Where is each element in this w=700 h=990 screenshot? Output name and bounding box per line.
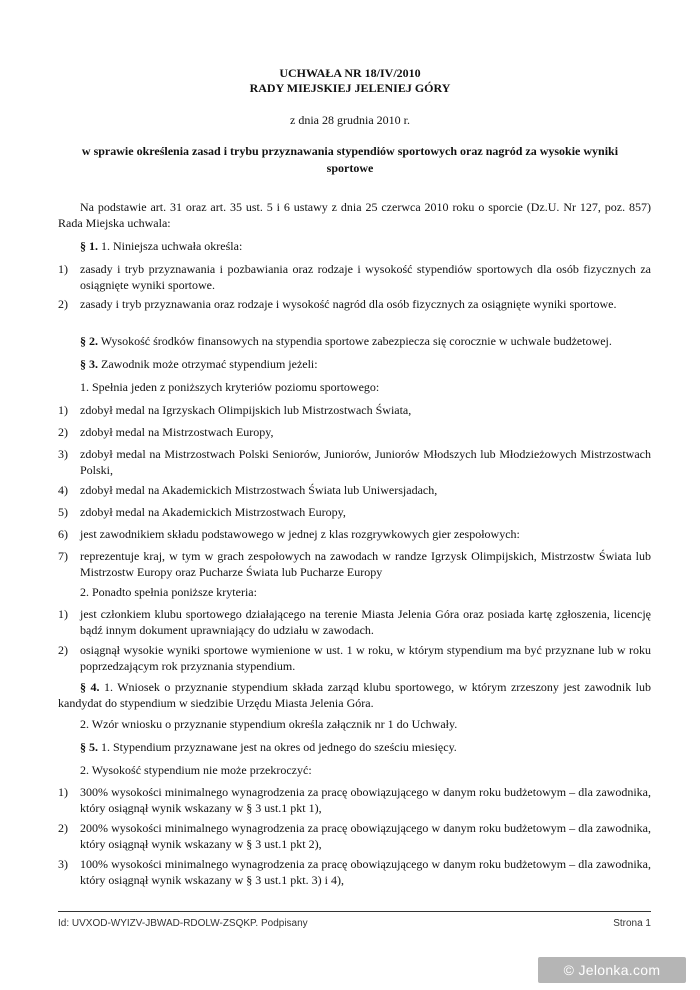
footer-divider xyxy=(58,911,651,912)
list-text: 100% wysokości minimalnego wynagrodzenia za pracę obowiązującego w danym roku budżetowym – dla zawodnika, który osiągnął wynik wskazany w § 3 ust.1 pkt. 3) i 4), xyxy=(80,857,651,887)
section-marker: § 1. xyxy=(80,239,98,253)
watermark-logo: © Jelonka.com xyxy=(538,957,686,983)
section-text: 1. Wniosek o przyznanie stypendium składa zarząd klubu sportowego, w którym zrzeszony jest zawodnik lub kandydat do stypendium w siedzibie Urzędu Miasta Jelenia Góra. xyxy=(58,680,652,710)
list-item xyxy=(58,296,651,312)
section-text: Zawodnik może otrzymać stypendium jeżeli: xyxy=(101,357,318,371)
section-4-point-2: 2. Wzór wniosku o przyznanie stypendium określa załącznik nr 1 do Uchwały. xyxy=(80,717,458,731)
list-text: jest zawodnikiem składu podstawowego w jednej z klas rozgrywkowych gier zespołowych: xyxy=(80,527,520,541)
resolution-number: UCHWAŁA NR 18/IV/2010 xyxy=(279,66,421,80)
list-number: 2) xyxy=(58,821,68,835)
section-text: 1. Stypendium przyznawane jest na okres od jednego do sześciu miesięcy. xyxy=(101,740,457,754)
section-3-point-1: 1. Spełnia jeden z poniższych kryteriów poziomu sportowego: xyxy=(80,380,380,394)
list-text: osiągnął wysokie wyniki sportowe wymienione w ust. 1 w roku, w którym stypendium ma być przyznane lub w roku poprzedzającym rok przyznania stypendium. xyxy=(80,643,651,673)
section-5-point-2: 2. Wysokość stypendium nie może przekroczyć: xyxy=(80,763,312,777)
list-text: zasady i tryb przyznawania i pozbawiania oraz rodzaje i wysokość stypendiów sportowych dla osób fizycznych za osiągnięte wyniki sportowe. xyxy=(80,262,651,292)
council-name: RADY MIEJSKIEJ JELENIEJ GÓRY xyxy=(249,81,451,95)
list-number: 7) xyxy=(58,549,68,563)
section-3 xyxy=(58,356,651,372)
list-text: 200% wysokości minimalnego wynagrodzenia za pracę obowiązującego w danym roku budżetowym – dla zawodnika, który osiągnął wynik wskazany w § 3 ust.1 pkt 2), xyxy=(80,821,651,851)
section-marker: § 3. xyxy=(80,357,98,371)
list-number: 3) xyxy=(58,857,68,871)
list-item xyxy=(58,424,651,440)
list-number: 2) xyxy=(58,297,68,311)
section-4 xyxy=(58,679,651,711)
list-item xyxy=(58,402,651,418)
list-item xyxy=(58,526,651,542)
list-text: zdobył medal na Akademickich Mistrzostwach Świata lub Uniwersjadach, xyxy=(80,483,438,497)
list-text: zasady i tryb przyznawania oraz rodzaje i wysokość nagród dla osób fizycznych za osiągnięte wyniki sportowe. xyxy=(80,297,617,311)
section-marker: § 4. xyxy=(80,680,100,694)
resolution-subject: w sprawie określenia zasad i trybu przyznawania stypendiów sportowych oraz nagród za wysokie wyniki sportowe xyxy=(81,144,619,175)
document-id: Id: UVXOD-WYIZV-JBWAD-RDOLW-ZSQKP. Podpisany xyxy=(58,918,308,929)
list-number: 1) xyxy=(58,785,68,799)
list-number: 2) xyxy=(58,643,68,657)
section-1 xyxy=(58,238,651,254)
list-item xyxy=(58,504,651,520)
list-item xyxy=(58,784,651,816)
list-text: reprezentuje kraj, w tym w grach zespołowych na zawodach w randze Igrzysk Olimpijskich, Mistrzostw Świata lub Mistrzostw Europy oraz Pucharze Świata lub Pucharze Europy xyxy=(80,549,651,579)
section-marker: § 5. xyxy=(80,740,98,754)
list-item xyxy=(58,261,651,293)
list-text: jest członkiem klubu sportowego działającego na terenie Miasta Jelenia Góra oraz posiada kartę zgłoszenia, licencję bądź innym dokument uprawniający do udziału w zawodach. xyxy=(80,607,651,637)
list-item xyxy=(58,820,651,852)
list-text: zdobył medal na Igrzyskach Olimpijskich lub Mistrzostwach Świata, xyxy=(80,403,412,417)
list-number: 1) xyxy=(58,262,68,276)
list-item xyxy=(58,548,651,580)
list-item xyxy=(58,856,651,888)
list-item xyxy=(58,446,651,478)
list-text: zdobył medal na Mistrzostwach Europy, xyxy=(80,425,274,439)
list-text: 300% wysokości minimalnego wynagrodzenia za pracę obowiązującego w danym roku budżetowym – dla zawodnika, który osiągnął wynik wskazany w § 3 ust.1 pkt 1), xyxy=(80,785,651,815)
list-item xyxy=(58,606,651,638)
section-text: 1. Niniejsza uchwała określa: xyxy=(101,239,243,253)
intro-paragraph: Na podstawie art. 31 oraz art. 35 ust. 5 i 6 ustawy z dnia 25 czerwca 2010 roku o sporcie (Dz.U. Nr 127, poz. 857) Rada Miejska uchwala: xyxy=(58,200,651,230)
list-number: 1) xyxy=(58,403,68,417)
section-text: Wysokość środków finansowych na stypendia sportowe zabezpiecza się corocznie w uchwale budżetowej. xyxy=(100,334,612,348)
list-item xyxy=(58,642,651,674)
section-2 xyxy=(58,333,651,349)
list-item xyxy=(58,482,651,498)
page-number: Strona 1 xyxy=(613,918,651,929)
list-number: 2) xyxy=(58,425,68,439)
list-number: 4) xyxy=(58,483,68,497)
list-number: 5) xyxy=(58,505,68,519)
list-number: 6) xyxy=(58,527,68,541)
resolution-date: z dnia 28 grudnia 2010 r. xyxy=(290,113,410,127)
list-text: zdobył medal na Mistrzostwach Polski Seniorów, Juniorów, Juniorów Młodszych lub Młodzieżowych Mistrzostwach Polski, xyxy=(80,447,651,477)
section-marker: § 2. xyxy=(80,334,98,348)
list-number: 1) xyxy=(58,607,68,621)
section-5 xyxy=(58,739,651,755)
list-text: zdobył medal na Akademickich Mistrzostwach Europy, xyxy=(80,505,346,519)
list-number: 3) xyxy=(58,447,68,461)
section-3-point-2: 2. Ponadto spełnia poniższe kryteria: xyxy=(80,585,257,599)
